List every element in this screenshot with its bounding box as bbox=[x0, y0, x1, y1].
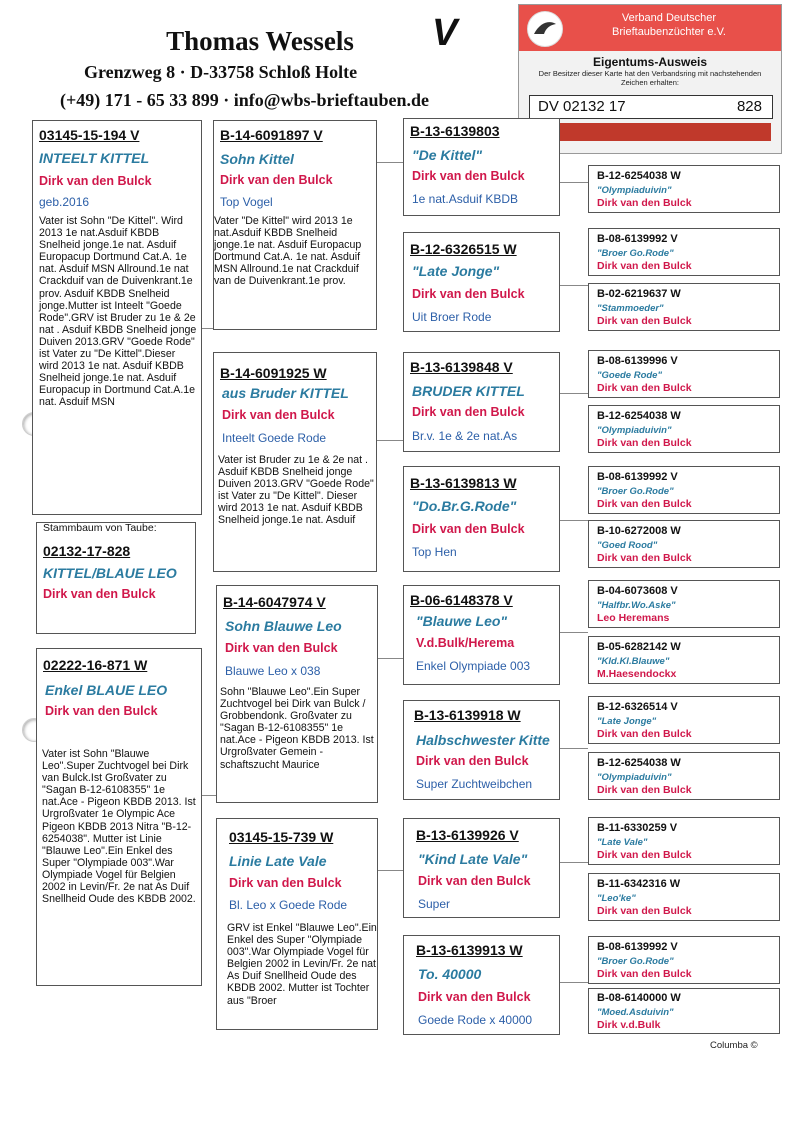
card-pattern-band bbox=[529, 123, 771, 141]
ancestor-box bbox=[588, 873, 780, 921]
ancestor-breeder: Dirk van den Bulck bbox=[597, 498, 692, 510]
grandparent-name: Linie Late Vale bbox=[229, 853, 327, 869]
great-grandparent-info: Goede Rode x 40000 bbox=[418, 1013, 533, 1027]
ancestor-box bbox=[588, 936, 780, 984]
ancestor-breeder: Dirk van den Bulck bbox=[597, 849, 692, 861]
ancestor-breeder: Dirk van den Bulck bbox=[597, 197, 692, 209]
ancestor-breeder: Dirk van den Bulck bbox=[597, 905, 692, 917]
great-grandparent-box bbox=[403, 118, 560, 216]
ancestor-name: "Olympiaduivin" bbox=[597, 772, 672, 783]
grandparent-name: aus Bruder KITTEL bbox=[222, 385, 349, 401]
ancestor-name: "Goed Rood" bbox=[597, 540, 658, 551]
great-grandparent-info: Uit Broer Rode bbox=[412, 310, 492, 324]
great-grandparent-ring: B-13-6139918 W bbox=[414, 707, 521, 723]
ancestor-box bbox=[588, 466, 780, 514]
grandparent-info: Blauwe Leo x 038 bbox=[225, 664, 321, 678]
ancestor-breeder: Dirk v.d.Bulk bbox=[597, 1019, 661, 1031]
ancestor-name: "Broer Go.Rode" bbox=[597, 248, 674, 259]
great-grandparent-info: Super Zuchtweibchen bbox=[416, 777, 533, 791]
subject-name: KITTEL/BLAUE LEO bbox=[43, 565, 177, 581]
ancestor-name: "Goede Rode" bbox=[597, 370, 662, 381]
great-grandparent-info: Top Hen bbox=[412, 545, 457, 559]
great-grandparent-ring: B-13-6139803 bbox=[410, 123, 500, 139]
ancestor-ring: B-11-6342316 W bbox=[597, 878, 681, 890]
grandparent-breeder: Dirk van den Bulck bbox=[229, 876, 342, 890]
great-grandparent-name: "Do.Br.G.Rode" bbox=[412, 498, 517, 514]
ancestor-box bbox=[588, 636, 780, 684]
great-grandparent-name: "Blauwe Leo" bbox=[416, 613, 508, 629]
great-grandparent-box bbox=[403, 232, 560, 332]
ancestor-breeder: Dirk van den Bulck bbox=[597, 315, 692, 327]
dam-breeder: Dirk van den Bulck bbox=[45, 704, 158, 718]
subject-ring: 02132-17-828 bbox=[43, 543, 131, 559]
subject-box bbox=[36, 522, 196, 634]
great-grandparent-info: Br.v. 1e & 2e nat.As bbox=[412, 429, 518, 443]
ancestor-name: "Late Jonge" bbox=[597, 716, 657, 727]
pigeon-logo-icon bbox=[527, 11, 563, 47]
great-grandparent-breeder: Dirk van den Bulck bbox=[412, 405, 525, 419]
ancestor-ring: B-08-6139996 V bbox=[597, 355, 678, 367]
great-grandparent-name: "Late Jonge" bbox=[412, 263, 500, 279]
ancestor-box bbox=[588, 165, 780, 213]
grandparent-ring: B-14-6091925 W bbox=[220, 365, 327, 381]
ancestor-box bbox=[588, 520, 780, 568]
card-number: 828 bbox=[736, 98, 762, 115]
grandparent-ring: B-14-6047974 V bbox=[223, 594, 326, 610]
ancestor-name: "Stammoeder" bbox=[597, 303, 664, 314]
great-grandparent-name: "Kind Late Vale" bbox=[418, 851, 528, 867]
footer-credit: Columba © bbox=[710, 1040, 758, 1051]
subject-breeder: Dirk van den Bulck bbox=[43, 587, 156, 601]
dam-name: Enkel BLAUE LEO bbox=[45, 682, 168, 698]
grandparent-info: Top Vogel bbox=[220, 195, 273, 209]
great-grandparent-name: BRUDER KITTEL bbox=[412, 383, 525, 399]
card-ring-field bbox=[529, 95, 773, 119]
great-grandparent-name: "De Kittel" bbox=[412, 147, 483, 163]
ancestor-box bbox=[588, 228, 780, 276]
card-title: Eigentums-Ausweis bbox=[592, 55, 708, 69]
ancestor-name: "Olympiaduivin" bbox=[597, 425, 672, 436]
grandparent-breeder: Dirk van den Bulck bbox=[220, 173, 333, 187]
great-grandparent-box bbox=[403, 466, 560, 572]
dam-box bbox=[36, 648, 202, 986]
great-grandparent-box bbox=[403, 585, 560, 685]
grandparent-name: Sohn Blauwe Leo bbox=[225, 618, 342, 634]
ancestor-ring: B-12-6254038 W bbox=[597, 410, 681, 422]
card-org-line2: Brieftaubenzüchter e.V. bbox=[612, 26, 726, 38]
grandparent-description: GRV ist Enkel "Blauwe Leo".Ein Enkel des Super "Olympiade 003".War Olympiade Vogel für Belgien 2002 in Levin/Fr. 2e nat As Duif Snellheid Oude des KBDB 2002. Mutter ist Tochter aus "Broer bbox=[227, 922, 377, 1007]
grandparent-breeder: Dirk van den Bulck bbox=[222, 408, 335, 422]
ancestor-breeder: Dirk van den Bulck bbox=[597, 728, 692, 740]
ancestor-breeder: Dirk van den Bulck bbox=[597, 552, 692, 564]
great-grandparent-box bbox=[403, 700, 560, 800]
ancestor-breeder: Dirk van den Bulck bbox=[597, 260, 692, 272]
ancestor-name: "Late Vale" bbox=[597, 837, 648, 848]
ancestor-box bbox=[588, 283, 780, 331]
ancestor-ring: B-02-6219637 W bbox=[597, 288, 681, 300]
great-grandparent-breeder: Dirk van den Bulck bbox=[412, 169, 525, 183]
sire-description: Vater ist Sohn "De Kittel". Wird 2013 1e nat.Asduif KBDB Snelheid jonge.1e nat. Asduif Europacup Dortmund Cat.A. 1e nat. Asduif MSN Allround.1e nat Crackduif van de Duivenkrant.1e prov. Asduif KBDB Snelheid jonge.Mutter ist Inteelt "Goede Rode".GRV ist Bruder zu 1e & 2e nat . Asduif KBDB Snelheid jonge Duiven 2013.GRV "Goede Rode" ist Vater zu "De Kittel".Dieser wird 2013 1e nat. Asduif KBDB Snelheid jonge.1e nat. Asduif Europacup in Dortmund Cat.A.1e nat. Asduif MSN bbox=[39, 215, 197, 409]
grandparent-box bbox=[216, 585, 378, 803]
grandparent-info: Bl. Leo x Goede Rode bbox=[229, 898, 348, 912]
great-grandparent-box bbox=[403, 935, 560, 1035]
ancestor-box bbox=[588, 752, 780, 800]
sire-name: INTEELT KITTEL bbox=[39, 150, 150, 166]
ancestor-breeder: Dirk van den Bulck bbox=[597, 968, 692, 980]
card-ring: DV 02132 17 bbox=[538, 98, 626, 115]
sire-breeder: Dirk van den Bulck bbox=[39, 174, 152, 188]
ancestor-name: "Broer Go.Rode" bbox=[597, 486, 674, 497]
ancestor-ring: B-12-6326514 V bbox=[597, 701, 678, 713]
ancestor-box bbox=[588, 988, 780, 1034]
ancestor-ring: B-08-6139992 V bbox=[597, 233, 678, 245]
great-grandparent-name: Halbschwester Kitte bbox=[416, 732, 550, 748]
great-grandparent-breeder: Dirk van den Bulck bbox=[418, 874, 531, 888]
ancestor-name: "Moed.Asduivin" bbox=[597, 1007, 674, 1018]
sire-box bbox=[32, 120, 202, 515]
ancestor-ring: B-11-6330259 V bbox=[597, 822, 678, 834]
great-grandparent-info: Super bbox=[418, 897, 451, 911]
ancestor-ring: B-05-6282142 W bbox=[597, 641, 681, 653]
ancestor-name: "Kld.Kl.Blauwe" bbox=[597, 656, 670, 667]
breeder-name: Thomas Wessels bbox=[166, 26, 354, 56]
great-grandparent-ring: B-13-6139813 W bbox=[410, 475, 517, 491]
ancestor-name: "Olympiaduivin" bbox=[597, 185, 672, 196]
great-grandparent-box bbox=[403, 818, 560, 918]
great-grandparent-box bbox=[403, 352, 560, 452]
great-grandparent-ring: B-13-6139848 V bbox=[410, 359, 513, 375]
grandparent-info: Inteelt Goede Rode bbox=[222, 431, 327, 445]
ancestor-name: "Halfbr.Wo.Aske" bbox=[597, 600, 676, 611]
card-header bbox=[519, 5, 781, 51]
sire-ring: 03145-15-194 V bbox=[39, 127, 140, 143]
grandparent-description: Vater ist Bruder zu 1e & 2e nat . Asduif KBDB Snelheid jonge Duiven 2013.GRV "Goede Rode" ist Vater zu "De Kittel". Dieser wird 2013 1e nat. Asduif KBDB Snelheid jonge.1e nat. Asduif bbox=[218, 454, 374, 527]
great-grandparent-info: Enkel Olympiade 003 bbox=[416, 659, 531, 673]
dam-ring: 02222-16-871 W bbox=[43, 657, 148, 673]
ancestor-breeder: Dirk van den Bulck bbox=[597, 784, 692, 796]
great-grandparent-breeder: Dirk van den Bulck bbox=[416, 754, 529, 768]
ancestor-box bbox=[588, 350, 780, 398]
ancestor-breeder: Dirk van den Bulck bbox=[597, 437, 692, 449]
ancestor-ring: B-08-6140000 W bbox=[597, 992, 681, 1004]
grandparent-ring: B-14-6091897 V bbox=[220, 127, 323, 143]
grandparent-description: Sohn "Blauwe Leo".Ein Super Zuchtvogel bei Dirk van Bulck / Grobbendonk. Großvater zu "Sagan B-12-6108355" 1e nat.Ace - Pigeon KBDB 2013. Ist Urgroßvater Gemein - schaftszucht Maurice bbox=[220, 686, 374, 771]
dam-description: Vater ist Sohn "Blauwe Leo".Super Zuchtvogel bei Dirk van Bulck.Ist Großvater zu "Sagan B-12-6108355" 1e nat.Ace - Pigeon KBDB 2013. Ist Urgroßvater 1e Olympic Ace Pigeon KBDB 2013 Nitra "B-12-6254038". Mutter ist Linie "Blauwe Leo".Ein Enkel des Super "Olympiade 003".War Olympiade Vogel für Belgien 2002 in Levin/Fr. 2e nat As Duif Snellheid Oude des KBDB 2002. bbox=[42, 748, 196, 906]
card-organisation bbox=[569, 11, 769, 39]
ancestor-breeder: Leo Heremans bbox=[597, 612, 670, 624]
ancestor-ring: B-12-6254038 W bbox=[597, 757, 681, 769]
great-grandparent-breeder: Dirk van den Bulck bbox=[418, 990, 531, 1004]
breeder-contact: (+49) 171 - 65 33 899 · info@wbs-brieftauben.de bbox=[60, 90, 429, 110]
grandparent-box bbox=[213, 352, 377, 572]
ancestor-box bbox=[588, 580, 780, 628]
great-grandparent-ring: B-12-6326515 W bbox=[410, 241, 517, 257]
ancestor-ring: B-10-6272008 W bbox=[597, 525, 681, 537]
subject-label: Stammbaum von Taube: bbox=[43, 522, 157, 534]
grandparent-ring: 03145-15-739 W bbox=[229, 829, 334, 845]
great-grandparent-breeder: V.d.Bulk/Herema bbox=[416, 636, 515, 650]
grandparent-box bbox=[216, 818, 378, 1030]
great-grandparent-ring: B-06-6148378 V bbox=[410, 592, 513, 608]
grandparent-box bbox=[213, 120, 377, 330]
ancestor-box bbox=[588, 696, 780, 744]
ancestor-ring: B-08-6139992 V bbox=[597, 941, 678, 953]
breeder-address: Grenzweg 8 · D-33758 Schloß Holte bbox=[84, 62, 358, 82]
ancestor-ring: B-08-6139992 V bbox=[597, 471, 678, 483]
great-grandparent-info: 1e nat.Asduif KBDB bbox=[412, 192, 519, 206]
ancestor-name: "Leo'ke" bbox=[597, 893, 636, 904]
great-grandparent-ring: B-13-6139926 V bbox=[416, 827, 519, 843]
ancestor-breeder: M.Haesendockx bbox=[597, 668, 677, 680]
ancestor-box bbox=[588, 405, 780, 453]
ancestor-breeder: Dirk van den Bulck bbox=[597, 382, 692, 394]
great-grandparent-name: To. 40000 bbox=[418, 966, 482, 982]
grandparent-description: Vater "De Kittel" wird 2013 1e nat.Asduif KBDB Snelheid jonge.1e nat. Asduif Europacup Dortmund Cat.A. 1e nat. Asduif MSN Allround.1e nat Crackduif van de Duivenkrant.1e prov. bbox=[214, 215, 362, 288]
ancestor-name: "Broer Go.Rode" bbox=[597, 956, 674, 967]
card-subtitle: Der Besitzer dieser Karte hat den Verbandsring mit nachstehenden Zeichen erhalten: bbox=[538, 69, 762, 87]
grandparent-name: Sohn Kittel bbox=[220, 151, 294, 167]
ancestor-ring: B-04-6073608 V bbox=[597, 585, 678, 597]
ancestor-box bbox=[588, 817, 780, 865]
ancestor-ring: B-12-6254038 W bbox=[597, 170, 681, 182]
grandparent-breeder: Dirk van den Bulck bbox=[225, 641, 338, 655]
handwritten-mark: V bbox=[432, 12, 458, 54]
great-grandparent-ring: B-13-6139913 W bbox=[416, 942, 523, 958]
great-grandparent-breeder: Dirk van den Bulck bbox=[412, 287, 525, 301]
great-grandparent-breeder: Dirk van den Bulck bbox=[412, 522, 525, 536]
sire-birth: geb.2016 bbox=[39, 195, 90, 209]
card-org-line1: Verband Deutscher bbox=[621, 12, 717, 24]
